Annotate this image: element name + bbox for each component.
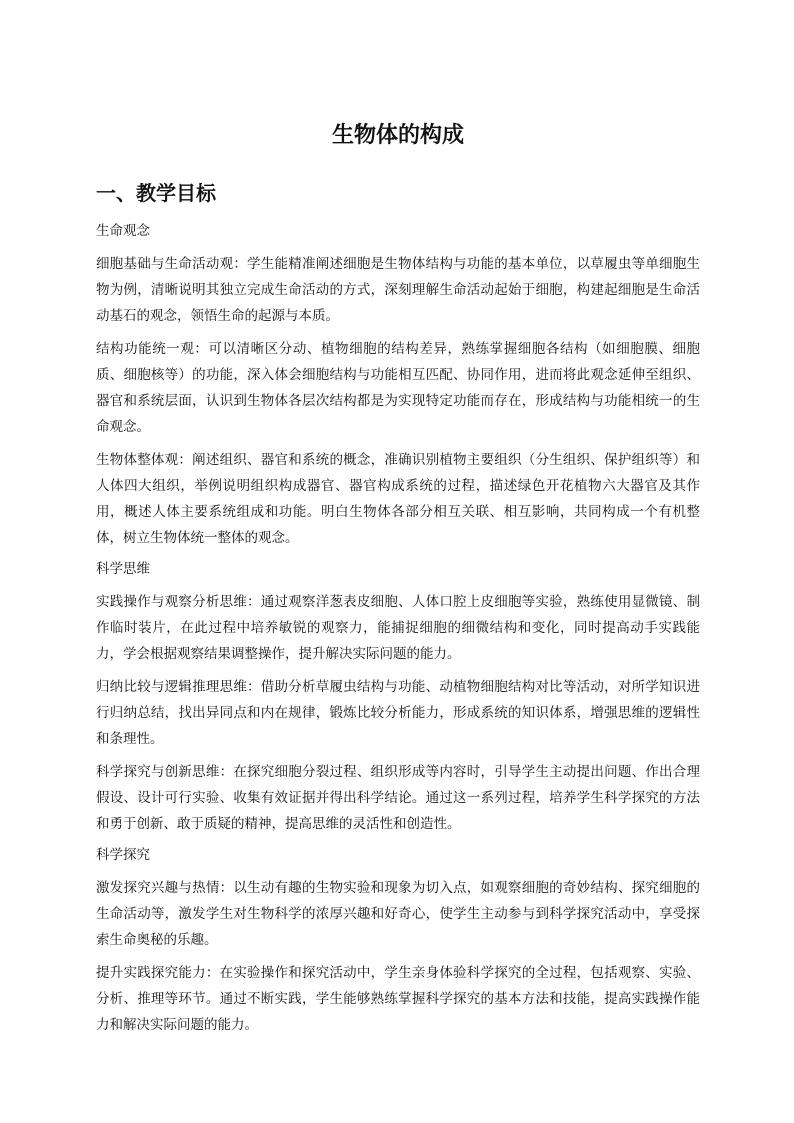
paragraph: 激发探究兴趣与热情：以生动有趣的生物实验和现象为切入点，如观察细胞的奇妙结构、探究细胞的生命活动等，激发学生对生物科学的浓厚兴趣和好奇心，使学生主动参与到科学探究活动中，享受探索生命奥秘的乐趣。 bbox=[96, 880, 700, 948]
subsection-label-scientific-inquiry: 科学探究 bbox=[96, 847, 150, 863]
paragraph: 科学探究与创新思维：在探究细胞分裂过程、组织形成等内容时，引导学生主动提出问题、作出合理假设、设计可行实验、收集有效证据并得出科学结论。通过这一系列过程，培养学生科学探究的方法和勇于创新、敢于质疑的精神，提高思维的灵活性和创造性。 bbox=[96, 764, 700, 832]
paragraph: 归纳比较与逻辑推理思维：借助分析草履虫结构与功能、动植物细胞结构对比等活动，对所学知识进行归纳总结，找出异同点和内在规律，锻炼比较分析能力，形成系统的知识体系，增强思维的逻辑性和条理性。 bbox=[96, 679, 700, 747]
paragraph: 生物体整体观：阐述组织、器官和系统的概念，准确识别植物主要组织（分生组织、保护组织等）和人体四大组织，举例说明组织构成器官、器官构成系统的过程，描述绿色开花植物六大器官及其作用，概述人体主要系统组成和功能。明白生物体各部分相互关联、相互影响，共同构成一个有机整体，树立生物体统一整体的观念。 bbox=[96, 452, 700, 546]
paragraph: 细胞基础与生命活动观：学生能精准阐述细胞是生物体结构与功能的基本单位，以草履虫等单细胞生物为例，清晰说明其独立完成生命活动的方式，深刻理解生命活动起始于细胞，构建起细胞是生命活动基石的观念，领悟生命的起源与本质。 bbox=[96, 256, 700, 324]
paragraph: 提升实践探究能力：在实验操作和探究活动中，学生亲身体验科学探究的全过程，包括观察、实验、分析、推理等环节。通过不断实践，学生能够熟练掌握科学探究的基本方法和技能，提高实践操作能力和解决实际问题的能力。 bbox=[96, 965, 700, 1033]
paragraph: 结构功能统一观：可以清晰区分动、植物细胞的结构差异，熟练掌握细胞各结构（如细胞膜、细胞质、细胞核等）的功能，深入体会细胞结构与功能相互匹配、协同作用，进而将此观念延伸至组织、器官和系统层面，认识到生物体各层次结构都是为实现特定功能而存在，形成结构与功能相统一的生命观念。 bbox=[96, 341, 700, 435]
document-body bbox=[96, 220, 700, 1038]
subsection-label-life-concept: 生命观念 bbox=[96, 223, 150, 239]
subsection-label-scientific-thinking: 科学思维 bbox=[96, 561, 150, 577]
document-title: 生物体的构成 bbox=[331, 123, 464, 148]
section-heading: 一、教学目标 bbox=[96, 181, 216, 205]
paragraph: 实践操作与观察分析思维：通过观察洋葱表皮细胞、人体口腔上皮细胞等实验，熟练使用显微镜、制作临时装片，在此过程中培养敏锐的观察力，能捕捉细胞的细微结构和变化，同时提高动手实践能力，学会根据观察结果调整操作，提升解决实际问题的能力。 bbox=[96, 594, 700, 662]
